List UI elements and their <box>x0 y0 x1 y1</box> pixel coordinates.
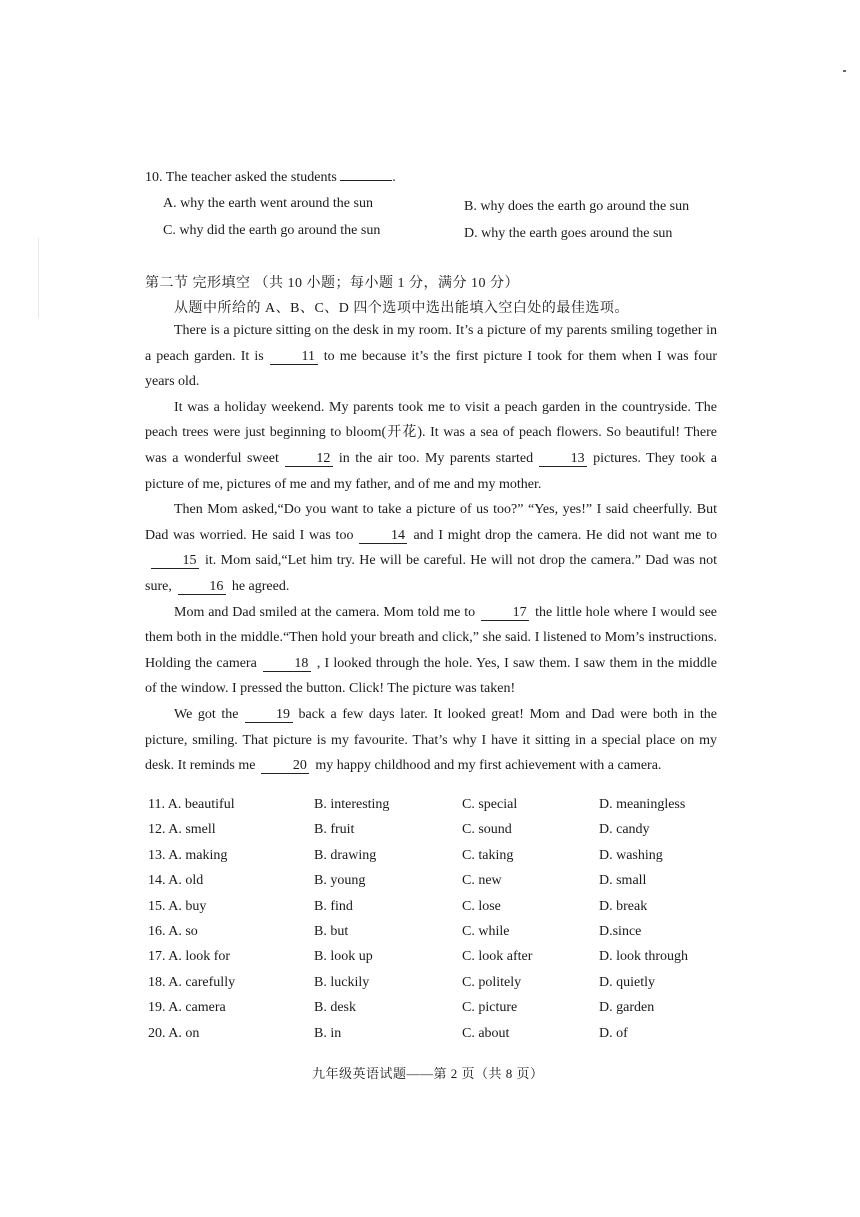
paragraph-text: There is a picture sitting on the desk in my room. It’s a picture of my parents smiling together in a peach garden. It is <box>145 323 717 364</box>
blank-11: 11 <box>270 349 318 365</box>
paragraph-text: Mom and Dad smiled at the camera. Mom told me to <box>174 604 476 620</box>
choice-c: C. taking <box>462 847 514 863</box>
choice-c: C. about <box>462 1025 510 1041</box>
choice-d: D. washing <box>599 847 663 863</box>
cloze-passage <box>145 318 717 779</box>
choice-d: D. meaningless <box>599 797 686 812</box>
choice-b: B. young <box>314 873 366 889</box>
choice-b: B. find <box>314 898 353 914</box>
question-10-option-b: B. why does the earth go around the sun <box>464 199 690 214</box>
choice-b: B. luckily <box>314 974 370 990</box>
choice-c: C. sound <box>462 822 512 838</box>
choice-c: C. politely <box>462 974 522 990</box>
choice-b: B. drawing <box>314 847 377 863</box>
choice-c: C. look after <box>462 949 533 965</box>
choice-d: D. garden <box>599 1000 655 1016</box>
choice-c: C. while <box>462 923 510 939</box>
paragraph-4 <box>145 600 717 702</box>
blank-19: 19 <box>245 707 293 723</box>
choice-b: B. desk <box>314 1000 356 1016</box>
section-instruction: 从题中所给的 A、B、C、D 四个选项中选出能填入空白处的最佳选项。 <box>174 301 629 316</box>
paragraph-text: it. Mom said,“Let him try. He will be careful. He will not drop the camera.” Dad was not sure, <box>145 553 717 594</box>
choice-c: C. lose <box>462 898 501 914</box>
paragraph-text: back a few days later. It looked great! Mom and Dad were both in the picture, smiling. That picture is my favourite. That’s why I have it sitting in a special place on my desk. It reminds me <box>145 706 717 774</box>
paragraph-text: , I looked through the hole. Yes, I saw them. I saw them in the middle of the window. I pressed the button. Click! The picture was taken! <box>145 655 717 697</box>
question-10-option-c: C. why did the earth go around the sun <box>163 223 381 238</box>
section-title: 第二节 完形填空 （共 10 小题；每小题 1 分，满分 10 分） <box>145 276 519 291</box>
question-10-period: . <box>392 170 396 185</box>
choice-row-16 <box>148 924 708 949</box>
choice-d: D. quietly <box>599 974 655 990</box>
choice-a: 17. A. look for <box>148 949 231 965</box>
choice-a: 15. A. buy <box>148 898 207 914</box>
choice-b: B. look up <box>314 949 373 965</box>
choice-row-13 <box>148 848 708 873</box>
paragraph-text: pictures. They took a picture of me, pictures of me and my father, and of me and my mother. <box>145 450 717 492</box>
choice-a: 20. A. on <box>148 1025 200 1041</box>
choice-d: D. candy <box>599 822 650 838</box>
page-footer: 九年级英语试题——第 2 页（共 8 页） <box>312 1066 544 1081</box>
choice-d: D. look through <box>599 949 689 965</box>
paragraph-text: the little hole where I would see them both in the middle.“Then hold your breath and click,” she said. I listened to Mom’s instructions. Holding the camera <box>145 604 717 671</box>
blank-20: 20 <box>261 758 309 774</box>
blank-17: 17 <box>481 605 529 621</box>
choice-d: D. of <box>599 1025 628 1041</box>
choice-a: 12. A. smell <box>148 822 216 838</box>
binding-margin-line <box>38 238 39 318</box>
blank-15: 15 <box>151 553 199 569</box>
choice-row-11 <box>148 797 708 822</box>
choice-row-17 <box>148 949 708 974</box>
choice-c: C. picture <box>462 1000 518 1016</box>
choice-row-12 <box>148 822 708 847</box>
blank-13: 13 <box>539 451 587 467</box>
paragraph-text: my happy childhood and my first achievement with a camera. <box>315 758 662 774</box>
choice-a: 13. A. making <box>148 847 228 863</box>
choice-d: D. small <box>599 873 647 889</box>
choice-row-15 <box>148 899 708 924</box>
choice-row-19 <box>148 1000 708 1025</box>
choice-a: 18. A. carefully <box>148 974 236 990</box>
paragraph-3 <box>145 497 717 599</box>
choice-a: 16. A. so <box>148 923 198 939</box>
paragraph-text: We got the <box>174 706 239 722</box>
paragraph-text: to me because it’s the first picture I took for them when I was four years old. <box>145 348 717 390</box>
question-10-text: 10. The teacher asked the students <box>145 170 337 185</box>
question-10-blank <box>340 170 392 181</box>
paragraph-5 <box>145 702 717 779</box>
choice-c: C. new <box>462 873 502 889</box>
choice-b: B. in <box>314 1025 342 1041</box>
blank-18: 18 <box>263 656 311 672</box>
question-10-option-a: A. why the earth went around the sun <box>163 196 373 211</box>
choice-c: C. special <box>462 797 518 812</box>
choice-a: 14. A. old <box>148 873 204 889</box>
choice-row-14 <box>148 873 708 898</box>
scan-speck <box>843 70 846 72</box>
paragraph-1 <box>145 318 717 395</box>
blank-12: 12 <box>285 451 333 467</box>
choice-a: 19. A. camera <box>148 1000 226 1016</box>
blank-14: 14 <box>359 528 407 544</box>
paragraph-text: in the air too. My parents started <box>338 450 534 466</box>
choice-b: B. interesting <box>314 797 390 812</box>
choice-b: B. but <box>314 923 349 939</box>
choice-d: D. break <box>599 898 648 914</box>
blank-16: 16 <box>178 579 226 595</box>
question-10-stem <box>145 170 396 186</box>
choice-b: B. fruit <box>314 822 355 838</box>
paragraph-text: and I might drop the camera. He did not want me to <box>413 527 718 543</box>
paragraph-text: It was a holiday weekend. My parents took me to visit a peach garden in the countryside. The peach trees were just beginning to bloom(开花). It was a sea of peach flowers. So beautiful! There was a wonderful sweet <box>145 399 717 466</box>
paragraph-text: he agreed. <box>231 578 290 594</box>
paragraph-2 <box>145 395 717 497</box>
choice-d: D.since <box>599 923 642 939</box>
choice-a: 11. A. beautiful <box>148 797 235 812</box>
choice-row-18 <box>148 975 708 1000</box>
choice-row-20 <box>148 1026 708 1051</box>
paragraph-text: Then Mom asked,“Do you want to take a picture of us too?” “Yes, yes!” I said cheerfully. But Dad was worried. He said I was too <box>145 502 717 543</box>
answer-choices-table <box>148 797 708 1051</box>
question-10-option-d: D. why the earth goes around the sun <box>464 226 673 241</box>
